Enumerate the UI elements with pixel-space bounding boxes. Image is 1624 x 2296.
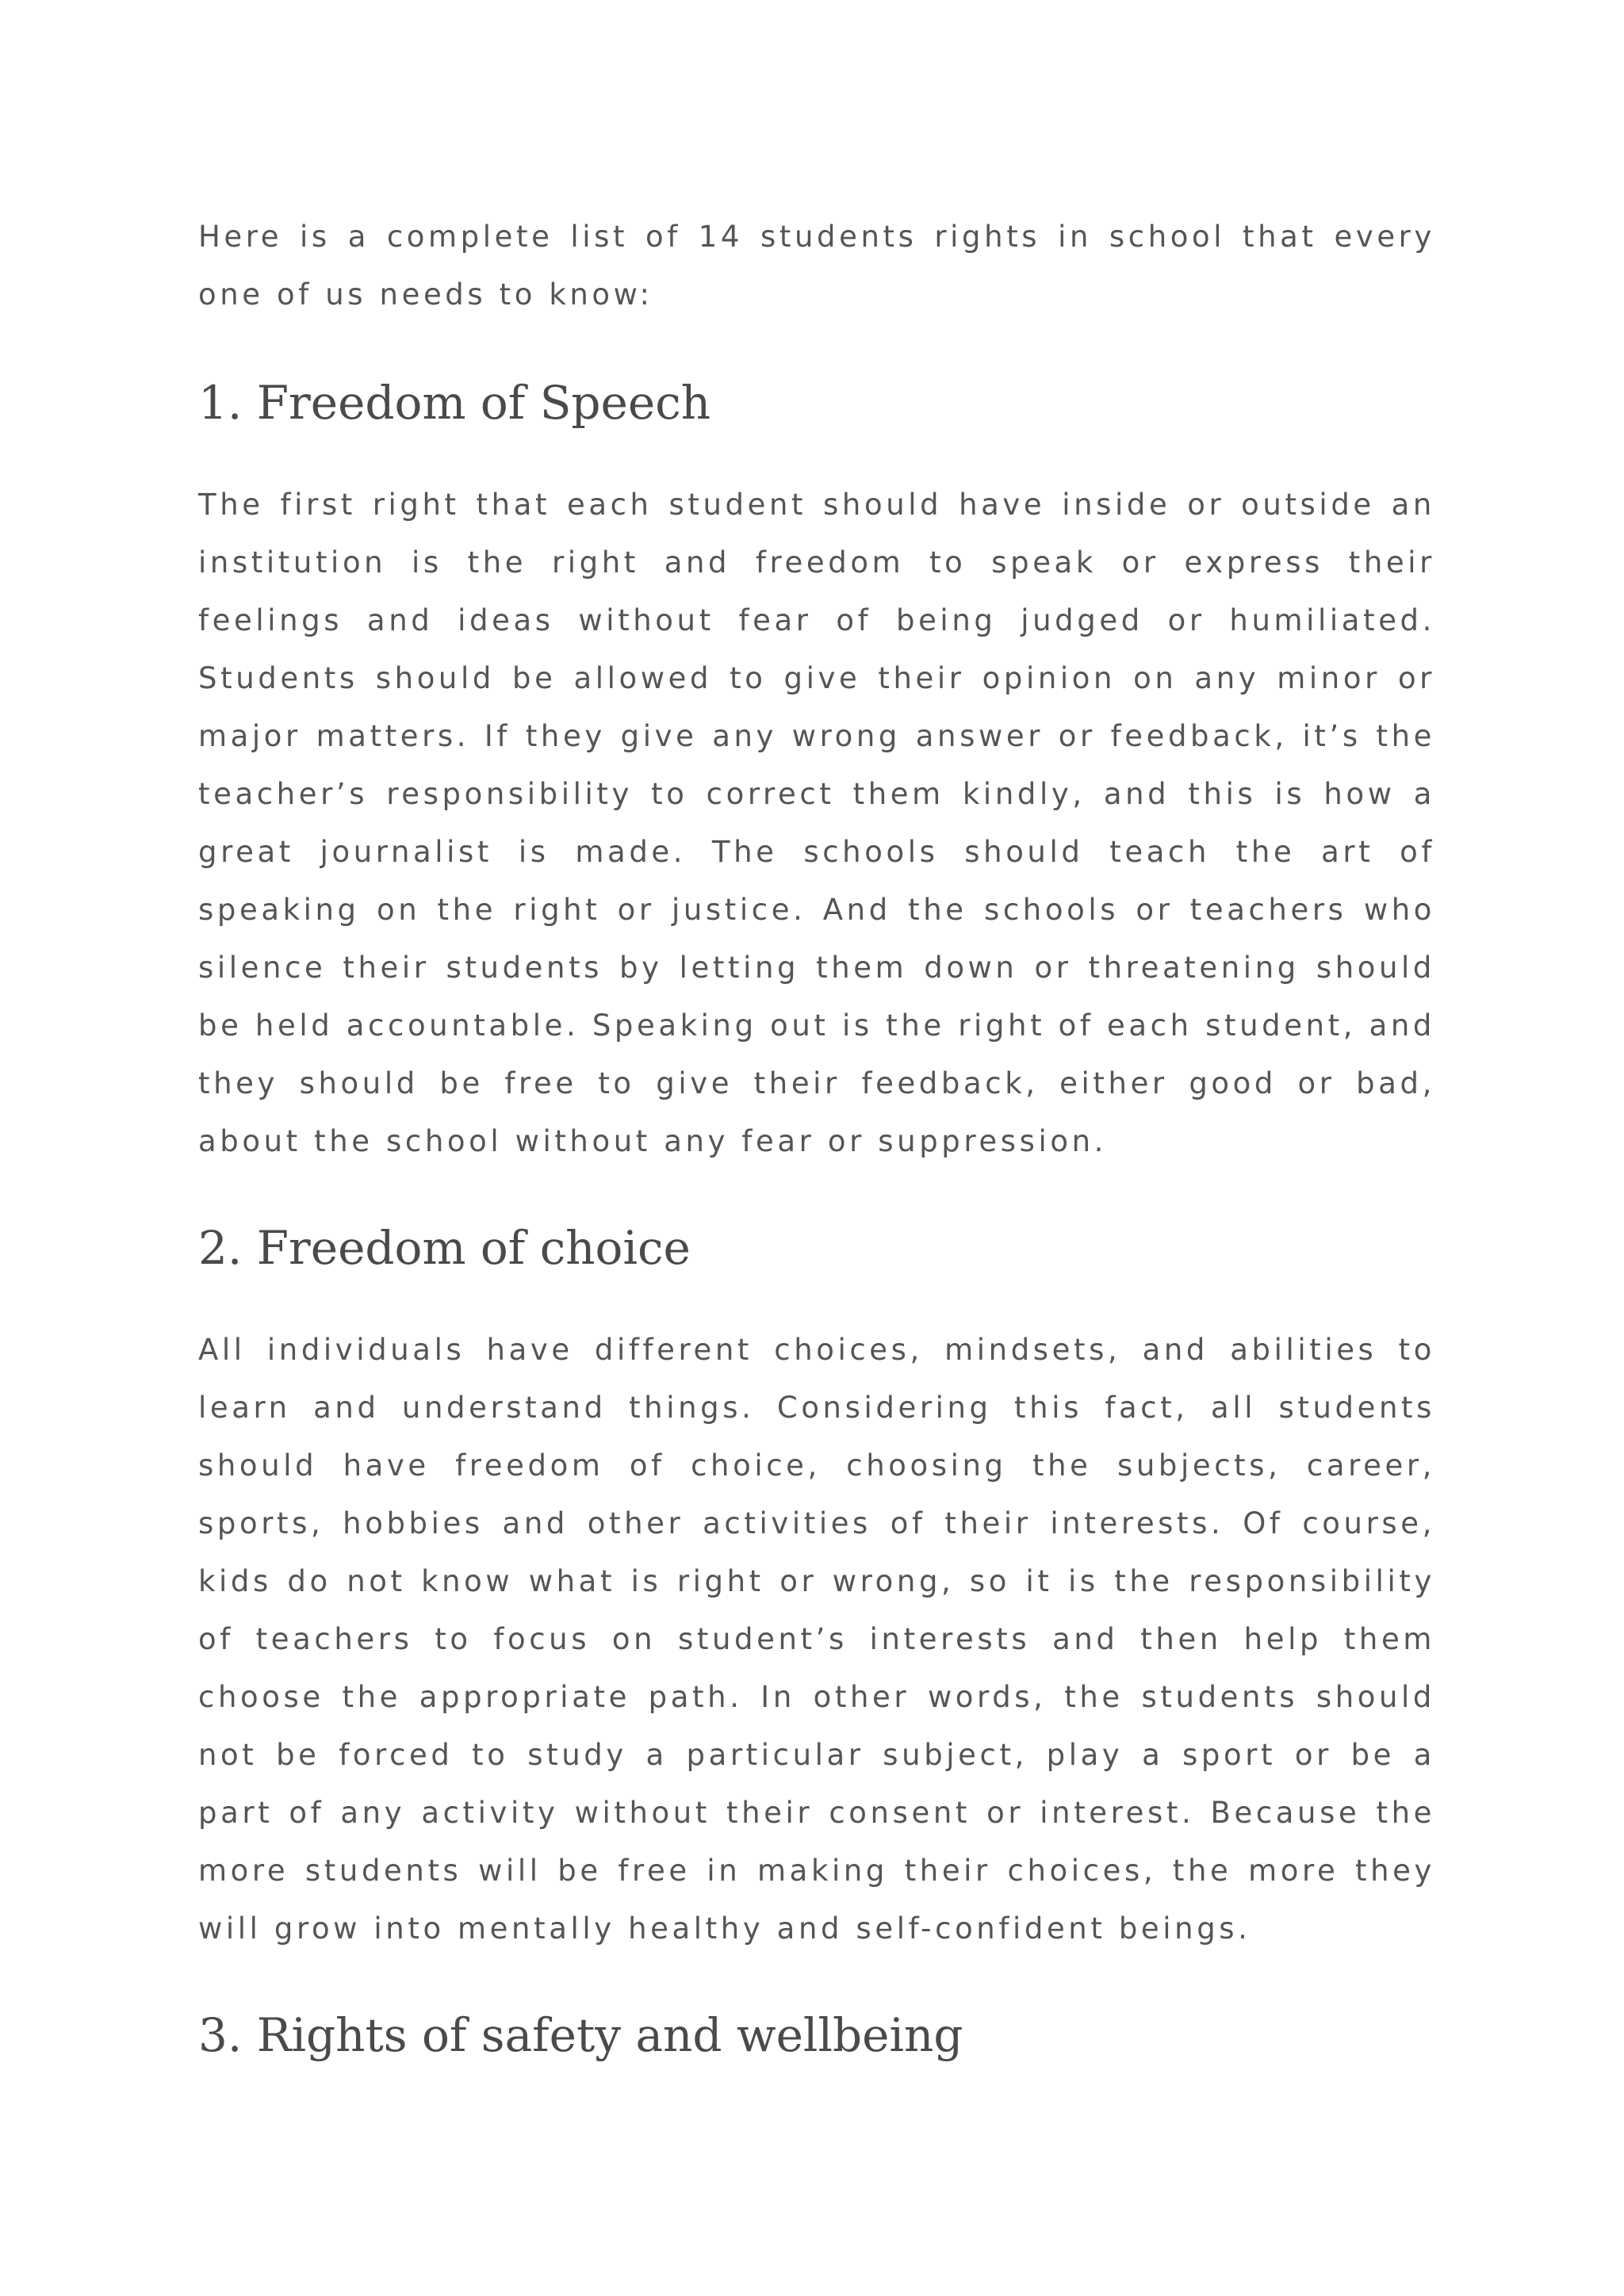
document-page — [198, 208, 1435, 2108]
intro-paragraph: Here is a complete list of 14 students rights in school that every one of us needs to know: — [198, 220, 1435, 312]
section-heading-freedom-of-choice: 2. Freedom of choice — [198, 1221, 691, 1275]
section-heading-freedom-of-speech: 1. Freedom of Speech — [198, 376, 711, 430]
section-body-freedom-of-speech: The first right that each student should have inside or outside an institution is the right and freedom to speak or express their feelings and ideas without fear of being judged or humiliated. Students should be allowed to give their opinion on any minor or major matters. If they give any wrong answer or feedback, it’s the teacher’s responsibility to correct them kindly, and this is how a great journalist is made. The schools should teach the art of speaking on the right or justice. And the schools or teachers who silence their students by letting them down or threatening should be held accountable. Speaking out is the right of each student, and they should be free to give their feedback, either good or bad, about the school without any fear or suppression. — [198, 488, 1435, 1158]
section-body-freedom-of-choice: All individuals have different choices, mindsets, and abilities to learn and understand things. Considering this fact, all students should have freedom of choice, choosing the subjects, career, sports, hobbies and other activities of their interests. Of course, kids do not know what is right or wrong, so it is the responsibility of teachers to focus on student’s interests and then help them choose the appropriate path. In other words, the students should not be forced to study a particular subject, play a sport or be a part of any activity without their consent or interest. Because the more students will be free in making their choices, the more they will grow into mentally healthy and self-confident beings. — [198, 1333, 1435, 1946]
section-heading-safety-and-wellbeing: 3. Rights of safety and wellbeing — [198, 2008, 963, 2062]
